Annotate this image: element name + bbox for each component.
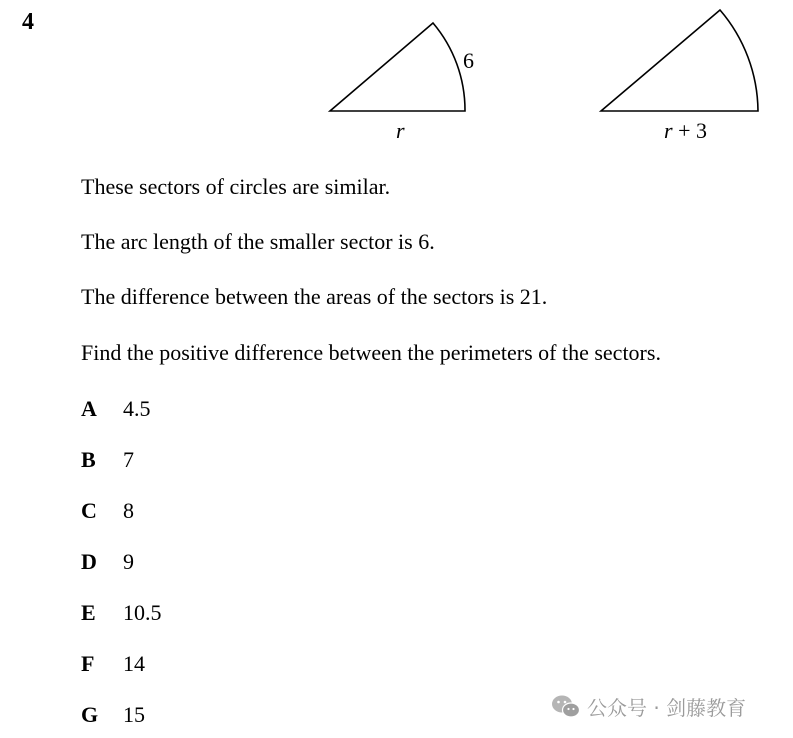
option-letter: G	[81, 702, 99, 727]
large-radius-rest: + 3	[672, 118, 707, 143]
large-radius-var: r	[664, 118, 673, 143]
option-f[interactable]	[81, 651, 145, 677]
option-value: 8	[123, 498, 134, 523]
option-d[interactable]	[81, 549, 134, 575]
large-radius-label	[664, 118, 707, 143]
option-letter: B	[81, 447, 96, 472]
statement-similar: These sectors of circles are similar.	[81, 174, 391, 199]
question-number: 4	[22, 9, 34, 35]
option-value: 7	[123, 447, 134, 472]
large-sector-outline	[601, 10, 758, 111]
option-g[interactable]	[81, 702, 145, 728]
question-prompt: Find the positive difference between the perimeters of the sectors.	[81, 340, 661, 365]
watermark-text: 公众号 · 剑藤教育	[587, 696, 747, 720]
small-sector-outline	[330, 23, 465, 111]
wechat-icon	[551, 694, 581, 720]
option-value: 10.5	[123, 600, 162, 625]
option-letter: A	[81, 396, 97, 421]
small-sector	[330, 23, 474, 143]
sector-figure	[0, 0, 793, 160]
watermark	[551, 692, 746, 721]
option-letter: F	[81, 651, 95, 676]
small-radius-label: r	[396, 118, 405, 143]
option-value: 4.5	[123, 396, 151, 421]
option-value: 14	[123, 651, 145, 676]
option-value: 15	[123, 702, 145, 727]
option-value: 9	[123, 549, 134, 574]
statement-arc-length: The arc length of the smaller sector is 6.	[81, 229, 435, 254]
option-letter: E	[81, 600, 96, 625]
large-sector	[601, 10, 758, 143]
option-letter: D	[81, 549, 97, 574]
option-letter: C	[81, 498, 97, 523]
option-e[interactable]	[81, 600, 162, 626]
option-a[interactable]	[81, 396, 151, 422]
small-arc-label: 6	[463, 48, 474, 73]
option-c[interactable]	[81, 498, 134, 524]
statement-area-difference: The difference between the areas of the sectors is 21.	[81, 284, 548, 309]
option-b[interactable]	[81, 447, 134, 473]
